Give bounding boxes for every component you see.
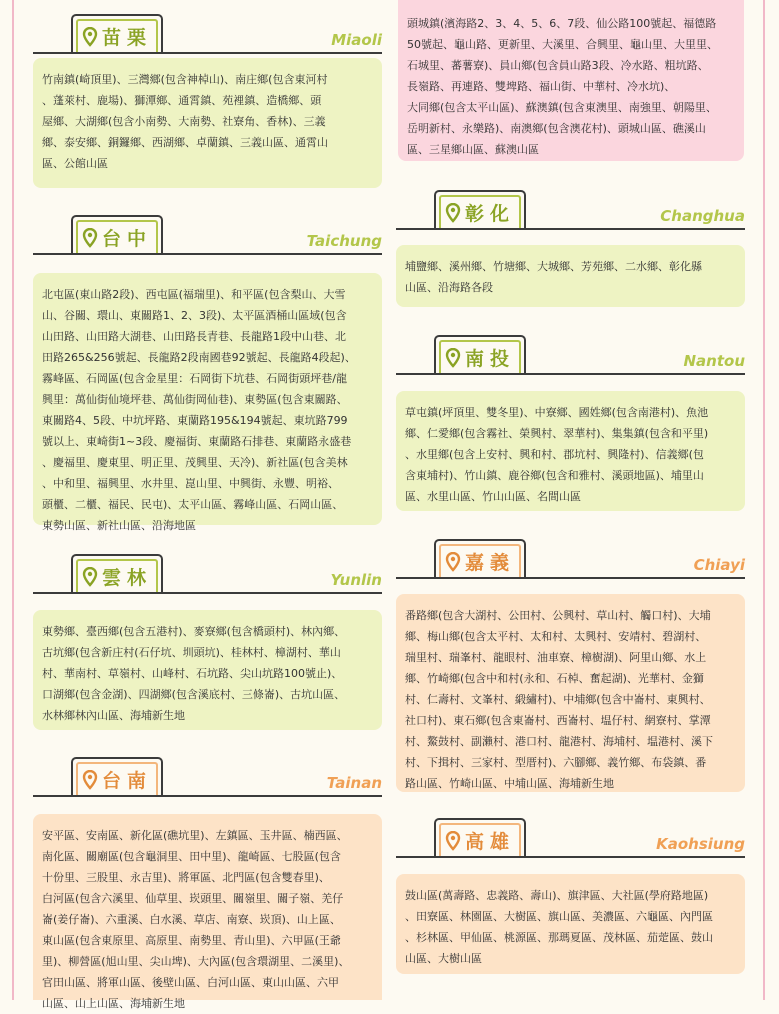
left-frame-border: [12, 0, 14, 1000]
region-title: 雲林: [101, 567, 152, 589]
nantou-header: [396, 335, 745, 375]
miaoli-line: 竹南鎮(崎頂里)、三灣鄉(包含神棹山)、南庄鄉(包含東河村: [42, 73, 328, 86]
tainan-header: [33, 757, 382, 797]
region-title-en: Chiayi: [693, 556, 745, 574]
taichung-line: 頭櫃、二櫃、福民、民屯)、太平山區、霧峰山區、石岡山區、: [42, 498, 344, 511]
center-divider-border: [763, 0, 765, 1000]
taichung-line: 號以上、東崎街1~3段、慶福街、東蘭路石排巷、東蘭路永盛巷: [42, 435, 352, 448]
region-title-en: Tainan: [326, 774, 382, 792]
taichung-line: 東勢山區、新社山區、沿海地區: [42, 519, 196, 532]
miaoli-line: 鄉、泰安鄉、銅鑼鄉、西湖鄉、卓蘭鎮、三義山區、通霄山: [42, 136, 328, 149]
nantou-line: 鄉、仁愛鄉(包含霧社、榮興村、翠華村)、集集鎮(包含和平里): [405, 427, 709, 440]
region-title-en: Taichung: [306, 232, 382, 250]
chiayi-line: 社口村)、東石鄉(包含東崙村、西崙村、塭仔村、網寮村、掌潭: [405, 714, 711, 727]
yunlin-areas-box: [33, 610, 382, 730]
kaohsiung-areas-box: [396, 874, 745, 974]
chiayi-line: 村、仁壽村、文峯村、緞繡村)、中埔鄉(包含中崙村、東興村、: [405, 693, 711, 706]
nantou-line: 含東埔村)、竹山鎮、鹿谷鄉(包含和雅村、溪頭地區)、埔里山: [405, 469, 704, 482]
miaoli-areas-box: [33, 58, 382, 188]
miaoli-header: [33, 14, 382, 54]
chiayi-line: 鄉、梅山鄉(包含太平村、太和村、太興村、安靖村、碧湖村、: [405, 630, 707, 643]
region-title-en: Miaoli: [331, 31, 382, 49]
tainan-line: 里)、柳營區(旭山里、尖山埤)、大內區(包含環湖里、二溪里)、: [42, 955, 350, 968]
chiayi-line: 瑞里村、瑞峯村、龍眼村、油車寮、樟樹湖)、阿里山鄉、水上: [405, 651, 707, 664]
map-pin-icon: [445, 348, 461, 368]
taichung-line: 興里：萬仙街仙境坪巷、萬仙街岡仙巷)、東勢區(包含東關路、: [42, 393, 348, 406]
region-title-en: Kaohsiung: [656, 835, 745, 853]
chiayi-line: 村、下揖村、三家村、型厝村)、六腳鄉、義竹鄉、布袋鎮、番: [405, 756, 707, 769]
map-pin-icon: [445, 552, 461, 572]
region-title: 台中: [101, 228, 152, 250]
nantou-areas-box: [396, 391, 745, 511]
nantou-line: 草屯鎮(坪頂里、雙冬里)、中寮鄉、國姓鄉(包含南港村)、魚池: [405, 406, 709, 419]
yilan-line: 區、三星鄉山區、蘇澳山區: [407, 143, 539, 156]
map-pin-icon: [445, 831, 461, 851]
region-title: 嘉義: [464, 552, 515, 574]
changhua-line: 山區、沿海路各段: [405, 281, 493, 294]
changhua-line: 埔鹽鄉、溪州鄉、竹塘鄉、大城鄉、芳苑鄉、二水鄉、彰化縣: [405, 260, 702, 273]
region-title: 台南: [101, 770, 152, 792]
tainan-line: 白河區(包含六溪里、仙草里、崁頭里、關嶺里、關子嶺、羌仔: [42, 892, 344, 905]
map-pin-icon: [82, 27, 98, 47]
chiayi-line: 村、鰲鼓村、副瀨村、港口村、龍港村、海埔村、塭港村、溪下: [405, 735, 713, 748]
tainan-line: 山區、山上山區、海埔新生地: [42, 997, 185, 1010]
kaohsiung-line: 山區、大樹山區: [405, 952, 482, 965]
tainan-line: 南化區、關廟區(包含龜洞里、田中里)、龍崎區、七股區(包含: [42, 850, 341, 863]
tainan-line: 官田山區、將軍山區、後壁山區、白河山區、東山山區、六甲: [42, 976, 339, 989]
kaohsiung-header: [396, 818, 745, 858]
region-title: 苗栗: [101, 27, 152, 49]
nantou-line: 、水里鄉(包含上安村、興和村、郡坑村、興隆村)、信義鄉(包: [405, 448, 704, 461]
tainan-line: 東山區(包含東原里、高原里、南勢里、青山里)、六甲區(王爺: [42, 934, 341, 947]
taichung-line: 東關路4、5段、中坑坪路、東蘭路195&194號起、東坑路799: [42, 414, 348, 427]
map-pin-icon: [82, 770, 98, 790]
taichung-line: 、中和里、福興里、水井里、崑山里、中興街、永豐、明裕、: [42, 477, 339, 490]
chiayi-line: 番路鄉(包含大湖村、公田村、公興村、草山村、觸口村)、大埔: [405, 609, 711, 622]
taichung-line: 山田路、山田路大湖巷、山田路長青巷、長龍路1段中山巷、北: [42, 330, 346, 343]
nantou-line: 區、水里山區、竹山山區、名間山區: [405, 490, 581, 503]
taichung-line: 、慶福里、慶東里、明正里、茂興里、天冷)、新社區(包含美林: [42, 456, 348, 469]
tainan-line: 安平區、安南區、新化區(礁坑里)、左鎮區、玉井區、楠西區、: [42, 829, 348, 842]
chiayi-line: 路山區、竹崎山區、中埔山區、海埔新生地: [405, 777, 614, 790]
miaoli-line: 區、公館山區: [42, 157, 108, 170]
yunlin-line: 村、華南村、草嶺村、山峰村、石坑路、尖山坑路100號止)、: [42, 667, 343, 680]
region-title-en: Yunlin: [330, 571, 382, 589]
tainan-areas-box: [33, 814, 382, 1010]
yilan-line: 長嶺路、再連路、雙埤路、福山街、中華村、冷水坑)、: [407, 80, 676, 93]
map-pin-icon: [445, 203, 461, 223]
miaoli-line: 、蓬萊村、鹿場)、獅潭鄉、通霄鎮、苑裡鎮、造橋鄉、頭: [42, 94, 322, 107]
map-pin-icon: [82, 228, 98, 248]
yilan-line: 大同鄉(包含太平山區)、蘇澳鎮(包含東澳里、南強里、朝陽里、: [407, 101, 717, 114]
changhua-areas-box: [396, 245, 745, 307]
taichung-header: [33, 215, 382, 255]
yilan-line: 岳明新村、永樂路)、南澳鄉(包含澳花村)、頭城山區、礁溪山: [407, 122, 706, 135]
kaohsiung-line: 、杉林區、甲仙區、桃源區、那瑪夏區、茂林區、茄萣區、鼓山: [405, 931, 713, 944]
kaohsiung-line: 鼓山區(萬壽路、忠義路、壽山)、旗津區、大社區(學府路地區): [405, 889, 709, 902]
taichung-line: 北屯區(東山路2段)、西屯區(福瑞里)、和平區(包含梨山、大雪: [42, 288, 346, 301]
chiayi-line: 鄉、竹崎鄉(包含中和村(永和、石棹、奮起湖)、光華村、金獅: [405, 672, 704, 685]
miaoli-line: 屋鄉、大湖鄉(包含小南勢、大南勢、社寮角、香林)、三義: [42, 115, 326, 128]
taichung-line: 田路265&256號起、長龍路2段南國巷92號起、長龍路4段起)、: [42, 351, 356, 364]
region-title-en: Changhua: [660, 207, 745, 225]
yunlin-line: 口湖鄉(包含金湖)、四湖鄉(包含溪底村、三條崙)、古坑山區、: [42, 688, 346, 701]
yunlin-header: [33, 554, 382, 594]
chiayi-areas-box: [396, 594, 745, 792]
region-title: 南投: [464, 348, 515, 370]
yunlin-line: 古坑鄉(包含新庄村(石仔坑、圳頭坑)、桂林村、樟湖村、華山: [42, 646, 341, 659]
tainan-line: 十份里、三股里、永吉里)、將軍區、北門區(包含雙春里)、: [42, 871, 330, 884]
yunlin-line: 水林鄉林內山區、海埔新生地: [42, 709, 185, 722]
region-title-en: Nantou: [683, 352, 745, 370]
yilan-areas-box: [398, 0, 744, 161]
changhua-header: [396, 190, 745, 230]
chiayi-header: [396, 539, 745, 579]
region-title: 彰化: [464, 203, 515, 225]
yunlin-line: 東勢鄉、臺西鄉(包含五港村)、麥寮鄉(包含橋頭村)、林內鄉、: [42, 625, 346, 638]
taichung-line: 霧峰區、石岡區(包含金星里：石岡街下坑巷、石岡街頭坪巷/龍: [42, 372, 347, 385]
kaohsiung-line: 、田寮區、林園區、大樹區、旗山區、美濃區、六龜區、內門區: [405, 910, 713, 923]
yilan-line: 頭城鎮(濱海路2、3、4、5、6、7段、仙公路100號起、福德路: [407, 17, 717, 30]
yilan-line: 50號起、龜山路、更新里、大溪里、合興里、龜山里、大里里、: [407, 38, 718, 51]
map-pin-icon: [82, 567, 98, 587]
taichung-areas-box: [33, 273, 382, 532]
taichung-line: 山、谷關、環山、東關路1、2、3段)、太平區酒桶山區域(包含: [42, 309, 347, 322]
region-title: 高雄: [464, 831, 515, 853]
tainan-line: 崙(姜仔崙)、六重溪、白水溪、草店、南寮、崁頂)、山上區、: [42, 913, 341, 926]
yilan-line: 石城里、蕃薯寮)、員山鄉(包含員山路3段、冷水路、粗坑路、: [407, 59, 709, 72]
